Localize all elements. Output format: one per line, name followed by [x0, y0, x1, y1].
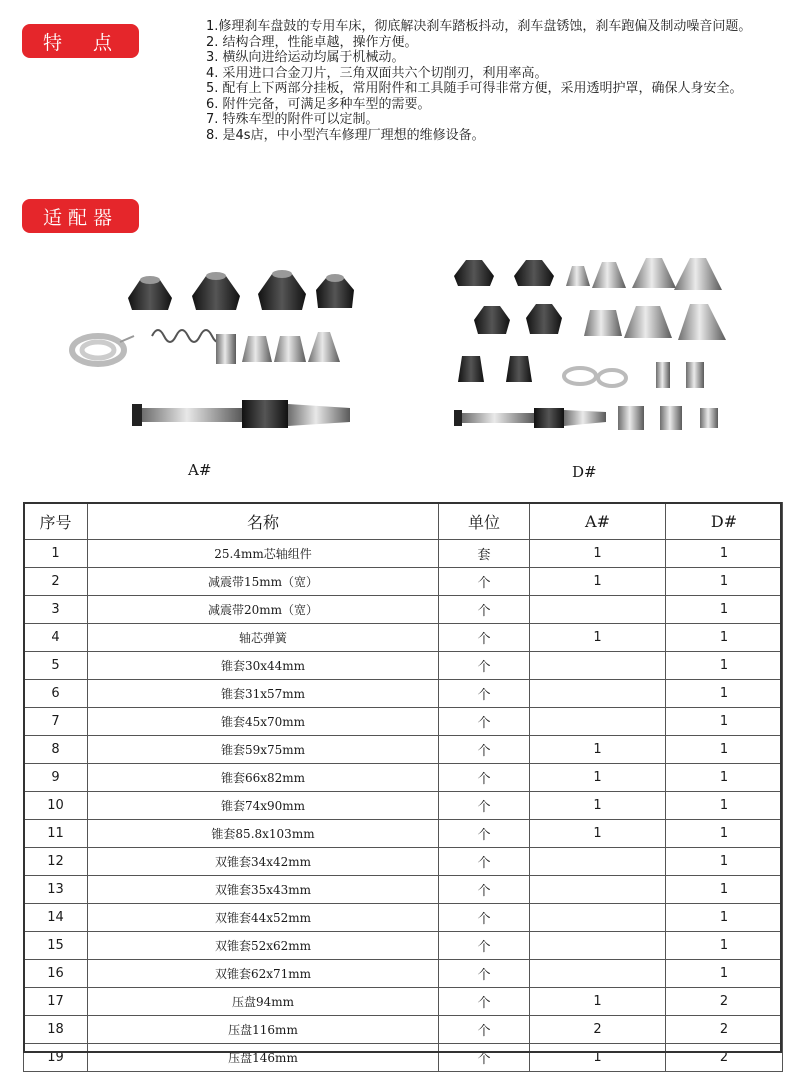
silver-cones [566, 258, 726, 430]
qty-a: 1 [530, 568, 666, 596]
cone-adapter [454, 260, 562, 382]
feature-item: 2. 结构合理，性能卓越，操作方便。 [206, 34, 418, 50]
caption-a: A# [188, 461, 212, 479]
qty-d: 1 [666, 736, 783, 764]
unit: 个 [439, 988, 530, 1016]
parts-table [23, 502, 783, 1072]
unit: 个 [439, 596, 530, 624]
unit: 个 [439, 1044, 530, 1072]
qty-d: 1 [666, 876, 783, 904]
qty-a: 1 [530, 540, 666, 568]
unit: 个 [439, 792, 530, 820]
unit: 个 [439, 876, 530, 904]
qty-a [530, 904, 666, 932]
qty-d: 1 [666, 540, 783, 568]
table-row [24, 792, 783, 820]
feature-item: 5. 配有上下两部分挂板，常用附件和工具随手可得非常方便，采用透明护罩，确保人身安全。 [206, 81, 743, 96]
row-index: 3 [24, 596, 88, 624]
adapter-kit-d-photo [440, 252, 740, 442]
qty-a [530, 876, 666, 904]
unit: 个 [439, 568, 530, 596]
row-index: 1 [24, 540, 88, 568]
table-row [24, 680, 783, 708]
cone-adapter [128, 270, 354, 310]
qty-a: 1 [530, 736, 666, 764]
feature-item: 1.修理刹车盘鼓的专用车床，彻底解决刹车踏板抖动，刹车盘锈蚀，刹车跑偏及制动噪音问题。 [206, 19, 752, 34]
qty-a [530, 680, 666, 708]
column-header: 单位 [439, 503, 530, 540]
unit: 个 [439, 652, 530, 680]
arbor-shaft [132, 400, 350, 428]
table-row [24, 1016, 783, 1044]
table-row [24, 932, 783, 960]
part-name: 压盘116mm [88, 1016, 439, 1044]
row-index: 17 [24, 988, 88, 1016]
unit: 个 [439, 764, 530, 792]
adapters-section-label: 适配器 [22, 199, 139, 233]
qty-a: 1 [530, 764, 666, 792]
table-row [24, 568, 783, 596]
table-row [24, 876, 783, 904]
feature-item: 3. 横纵向进给运动均属于机械动。 [206, 50, 405, 65]
row-index: 13 [24, 876, 88, 904]
spring [152, 330, 224, 342]
qty-a [530, 848, 666, 876]
column-header: 名称 [88, 503, 439, 540]
row-index: 6 [24, 680, 88, 708]
table-row [24, 540, 783, 568]
table-row [24, 764, 783, 792]
qty-d: 1 [666, 568, 783, 596]
caption-d: D# [572, 463, 597, 481]
features-list [206, 19, 786, 143]
part-name: 双锥套34x42mm [88, 848, 439, 876]
unit: 个 [439, 820, 530, 848]
row-index: 11 [24, 820, 88, 848]
qty-d: 1 [666, 624, 783, 652]
table-row [24, 736, 783, 764]
part-name: 锥套30x44mm [88, 652, 439, 680]
part-name: 锥套66x82mm [88, 764, 439, 792]
qty-a [530, 596, 666, 624]
table-row [24, 960, 783, 988]
table-row [24, 820, 783, 848]
row-index: 9 [24, 764, 88, 792]
qty-a: 1 [530, 988, 666, 1016]
row-index: 14 [24, 904, 88, 932]
qty-d: 1 [666, 820, 783, 848]
qty-a: 1 [530, 820, 666, 848]
unit: 个 [439, 904, 530, 932]
table-row [24, 1044, 783, 1072]
silver-cones [216, 332, 340, 364]
row-index: 7 [24, 708, 88, 736]
qty-a [530, 960, 666, 988]
feature-item: 8. 是4s店，中小型汽车修理厂理想的维修设备。 [206, 127, 485, 143]
part-name: 锥套31x57mm [88, 680, 439, 708]
qty-d: 1 [666, 960, 783, 988]
part-name: 锥套59x75mm [88, 736, 439, 764]
qty-d: 1 [666, 904, 783, 932]
table-row [24, 848, 783, 876]
qty-d: 1 [666, 764, 783, 792]
qty-d: 1 [666, 848, 783, 876]
unit: 个 [439, 1016, 530, 1044]
unit: 个 [439, 624, 530, 652]
unit: 个 [439, 932, 530, 960]
qty-a [530, 652, 666, 680]
row-index: 15 [24, 932, 88, 960]
qty-a [530, 708, 666, 736]
part-name: 压盘146mm [88, 1044, 439, 1072]
part-name: 双锥套44x52mm [88, 904, 439, 932]
qty-d: 1 [666, 680, 783, 708]
unit: 个 [439, 680, 530, 708]
table-row [24, 624, 783, 652]
part-name: 锥套45x70mm [88, 708, 439, 736]
unit: 个 [439, 736, 530, 764]
qty-a: 1 [530, 1044, 666, 1072]
row-index: 5 [24, 652, 88, 680]
qty-d: 2 [666, 988, 783, 1016]
features-section-label: 特 点 [22, 24, 139, 58]
row-index: 2 [24, 568, 88, 596]
part-name: 压盘94mm [88, 988, 439, 1016]
column-header: D# [666, 503, 783, 540]
part-name: 双锥套62x71mm [88, 960, 439, 988]
feature-item: 4. 采用进口合金刀片，三角双面共六个切削刃，利用率高。 [206, 65, 548, 81]
feature-item: 7. 特殊车型的附件可以定制。 [206, 112, 379, 127]
part-name: 轴芯弹簧 [88, 624, 439, 652]
qty-d: 2 [666, 1044, 783, 1072]
table-row [24, 708, 783, 736]
unit: 套 [439, 540, 530, 568]
part-name: 减震带20mm（宽） [88, 596, 439, 624]
adapter-kit-a-photo [60, 262, 380, 442]
qty-d: 1 [666, 792, 783, 820]
qty-d: 1 [666, 596, 783, 624]
unit: 个 [439, 708, 530, 736]
table-row [24, 652, 783, 680]
table-row [24, 904, 783, 932]
table-row [24, 988, 783, 1016]
qty-d: 1 [666, 932, 783, 960]
part-name: 锥套85.8x103mm [88, 820, 439, 848]
row-index: 12 [24, 848, 88, 876]
table-header-row [24, 503, 783, 540]
unit: 个 [439, 960, 530, 988]
feature-item: 6. 附件完备，可满足多种车型的需要。 [206, 96, 431, 112]
column-header: A# [530, 503, 666, 540]
part-name: 减震带15mm（宽） [88, 568, 439, 596]
table-row [24, 596, 783, 624]
damping-strap [72, 336, 134, 364]
qty-a: 2 [530, 1016, 666, 1044]
qty-d: 1 [666, 652, 783, 680]
qty-d: 1 [666, 708, 783, 736]
qty-d: 2 [666, 1016, 783, 1044]
qty-a: 1 [530, 792, 666, 820]
row-index: 18 [24, 1016, 88, 1044]
part-name: 锥套74x90mm [88, 792, 439, 820]
column-header: 序号 [24, 503, 88, 540]
damping-strap [564, 368, 626, 386]
row-index: 16 [24, 960, 88, 988]
part-name: 25.4mm芯轴组件 [88, 540, 439, 568]
row-index: 19 [24, 1044, 88, 1072]
qty-a: 1 [530, 624, 666, 652]
row-index: 10 [24, 792, 88, 820]
part-name: 双锥套35x43mm [88, 876, 439, 904]
row-index: 8 [24, 736, 88, 764]
qty-a [530, 932, 666, 960]
arbor-shaft [454, 408, 606, 428]
row-index: 4 [24, 624, 88, 652]
unit: 个 [439, 848, 530, 876]
part-name: 双锥套52x62mm [88, 932, 439, 960]
